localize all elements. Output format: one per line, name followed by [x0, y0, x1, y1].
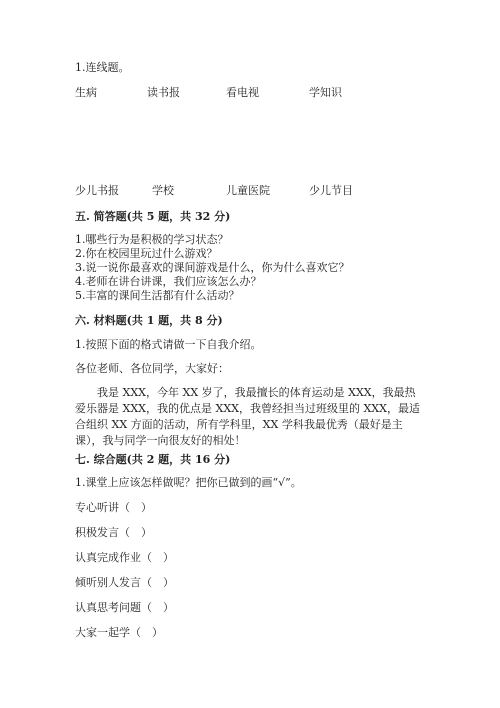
section-five-question-4: 4.老师在讲台讲课，我们应该怎么办？	[75, 275, 262, 288]
match-bottom-item-2: 学校	[152, 184, 174, 197]
checklist-item-6: 大家一起学（ ）	[75, 626, 163, 639]
section-six-greeting: 各位老师、各位同学，大家好：	[75, 362, 229, 375]
self-introduction-paragraph: 我是 XXX，今年 XX 岁了，我最擅长的体育运动是 XXX，我最热爱乐器是 XXX，我的优点是 XXX，我曾经担当过班级里的 XXX，最适合组织 XX 方面的活动，所有学科里，XX 学科我最优秀（最好是主课），我与同学一向很友好的相处！	[75, 386, 420, 447]
section-seven-heading: 七. 综合题(共 2 题，共 16 分)	[75, 453, 231, 466]
match-bottom-item-4: 少儿节目	[309, 184, 353, 197]
section-six-heading: 六. 材料题(共 1 题，共 8 分)	[75, 314, 223, 327]
match-bottom-item-3: 儿童医院	[226, 184, 270, 197]
checklist-item-2: 积极发言（ ）	[75, 526, 152, 539]
checklist-item-1: 专心听讲（ ）	[75, 501, 152, 514]
checklist-item-5: 认真思考问题（ ）	[75, 601, 174, 614]
match-top-item-4: 学知识	[309, 86, 342, 99]
section-five-question-3: 3.说一说你最喜欢的课间游戏是什么，你为什么喜欢它？	[75, 261, 350, 274]
section-five-question-5: 5.丰富的课间生活都有什么活动？	[75, 289, 240, 302]
section-five-question-1: 1.哪些行为是积极的学习状态？	[75, 233, 229, 246]
match-bottom-item-1: 少儿书报	[75, 184, 119, 197]
section-six-instruction: 1.按照下面的格式请做一下自我介绍。	[75, 338, 262, 351]
section-five-question-2: 2.你在校园里玩过什么游戏？	[75, 247, 218, 260]
match-top-item-1: 生病	[75, 86, 97, 99]
checklist-item-4: 倾听别人发言（ ）	[75, 576, 174, 589]
matching-question: 1.连线题。	[75, 61, 130, 74]
match-top-item-3: 看电视	[226, 86, 259, 99]
match-top-item-2: 读书报	[147, 86, 180, 99]
section-seven-instruction: 1.课堂上应该怎样做呢？把你已做到的画“√”。	[75, 476, 302, 489]
section-five-heading: 五. 简答题(共 5 题，共 32 分)	[75, 210, 231, 223]
checklist-item-3: 认真完成作业（ ）	[75, 551, 174, 564]
